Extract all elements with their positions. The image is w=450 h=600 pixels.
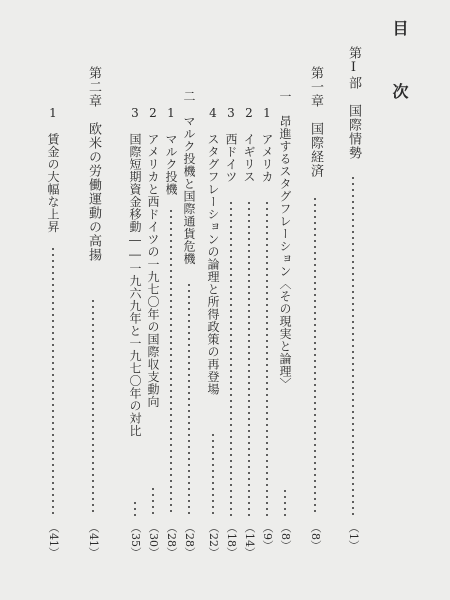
toc-entry-page: （14） (243, 522, 256, 558)
toc-entry-chapter-2 (84, 0, 102, 560)
toc-entry-label: 一 昂進するスタグフレーション〈その現実と論理〉 (278, 90, 292, 390)
toc-entry-section-1 (276, 0, 294, 560)
leader-dots (180, 282, 198, 516)
toc-entry-label: 1 マルク投機 (164, 106, 178, 196)
toc-entry-item (204, 0, 222, 560)
toc-entry-label: 1 賃金の大幅な上昇 (46, 106, 60, 233)
leader-dots (276, 488, 294, 518)
toc-entry-page: （35） (129, 522, 142, 558)
toc-entry-page: （41） (87, 522, 100, 558)
leader-dots (126, 500, 144, 516)
leader-dots (222, 200, 240, 516)
toc-entry-label: 2 イギリス (242, 106, 256, 183)
toc-entry-item (258, 0, 276, 560)
toc-entry-section-2 (180, 0, 198, 560)
toc-entry-part-1 (344, 0, 362, 560)
toc-title: 目 次 (390, 20, 409, 113)
toc-entry-page: （9） (261, 522, 274, 551)
leader-dots (84, 298, 102, 516)
toc-entry-page: （1） (347, 522, 360, 551)
leader-dots (306, 196, 324, 516)
toc-entry-page: （8） (279, 522, 292, 551)
toc-entry-chapter-1 (306, 0, 324, 560)
leader-dots (204, 432, 222, 516)
leader-dots (162, 208, 180, 516)
toc-entry-page: （28） (165, 522, 178, 558)
leader-dots (258, 200, 276, 516)
toc-entry-label: 4 スタグフレーションの論理と所得政策の再登場 (206, 106, 220, 396)
toc-entry-item (162, 0, 180, 560)
toc-entry-item (144, 0, 162, 560)
toc-entry-item (222, 0, 240, 560)
toc-entry-item (126, 0, 144, 560)
toc-entry-label: 3 西ドイツ (224, 106, 238, 183)
toc-entry-label: 1 アメリカ (260, 106, 274, 183)
toc-title-column (390, 0, 408, 560)
toc-entry-label: 第Ⅰ部 国際情勢 (346, 46, 361, 160)
leader-dots (344, 175, 362, 515)
toc-entry-label: 2 アメリカと西ドイツの一九七〇年の国際収支動向 (146, 106, 160, 408)
toc-entry-page: （8） (309, 522, 322, 551)
toc-entry-item (44, 0, 62, 560)
toc-entry-page: （18） (225, 522, 238, 558)
toc-entry-label: 3 国際短期資金移動――一九六九年と一九七〇年の対比 (128, 106, 142, 437)
leader-dots (44, 246, 62, 516)
toc-entry-label: 第一章 国際経済 (308, 66, 323, 178)
leader-dots (144, 486, 162, 516)
toc-entry-page: （22） (207, 522, 220, 558)
toc-entry-label: 二 マルク投機と国際通貨危機 (182, 90, 196, 265)
toc-entry-page: （41） (47, 522, 60, 558)
leader-dots (240, 200, 258, 516)
toc-entry-page: （28） (183, 522, 196, 558)
toc-entry-page: （30） (147, 522, 160, 558)
toc-entry-item (240, 0, 258, 560)
toc-entry-label: 第二章 欧米の労働運動の高揚 (86, 66, 101, 262)
